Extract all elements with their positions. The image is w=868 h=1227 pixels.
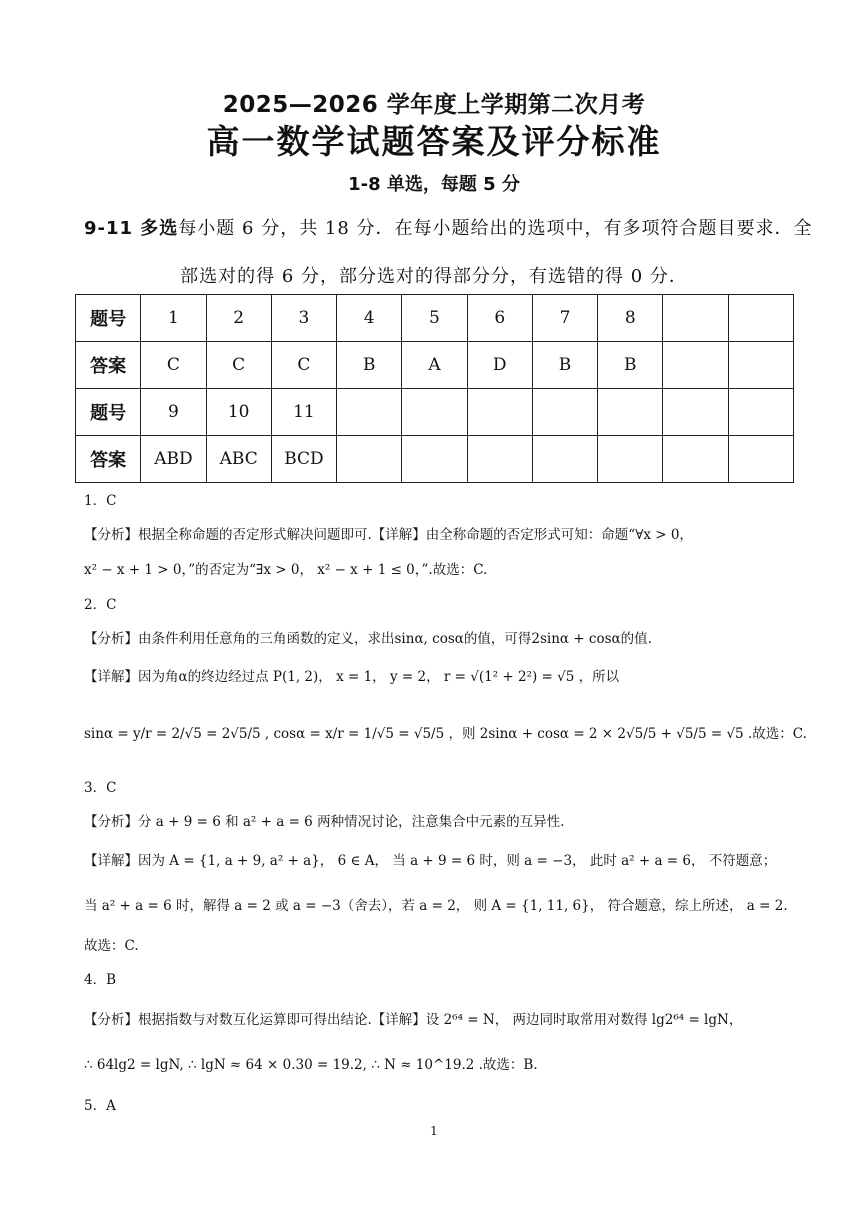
table-cell: [728, 295, 793, 342]
table-row: [76, 295, 794, 342]
table-cell: [663, 295, 728, 342]
q3-detail-cont: 当 a² + a = 6 时，解得 a = 2 或 a = −3（舍去），若 a = 2， 则 A = {1, 11, 6}， 符合题意，综上所述， a = 2.: [84, 898, 788, 914]
table-cell: [598, 436, 663, 483]
table-cell: 5: [402, 295, 467, 342]
table-cell: 9: [141, 389, 206, 436]
q3-analysis: 【分析】分 a + 9 = 6 和 a² + a = 6 两种情况讨论，注意集合中元素的互异性.: [84, 814, 565, 830]
row-label: 答案: [76, 342, 141, 389]
table-cell: BCD: [271, 436, 336, 483]
q5-heading: 5．A: [84, 1098, 116, 1114]
table-cell: [467, 436, 532, 483]
table-cell: C: [271, 342, 336, 389]
multi-choice-lead: 9-11 多选: [84, 218, 179, 239]
table-cell: [663, 436, 728, 483]
multi-choice-rule: 每小题 6 分，共 18 分．在每小题给出的选项中，有多项符合题目要求．全: [178, 218, 813, 239]
table-cell: 8: [598, 295, 663, 342]
exam-title: 2025—2026 学年度上学期第二次月考: [222, 92, 646, 118]
table-cell: 7: [532, 295, 597, 342]
table-cell: [402, 389, 467, 436]
table-cell: [467, 389, 532, 436]
table-cell: C: [141, 342, 206, 389]
page-title: 高一数学试题答案及评分标准: [206, 122, 662, 161]
table-row: [76, 436, 794, 483]
table-cell: [337, 436, 402, 483]
q2-analysis: 【分析】由条件利用任意角的三角函数的定义，求出sinα, cosα的值，可得2sinα + cosα的值.: [84, 631, 652, 647]
table-cell: C: [206, 342, 271, 389]
q2-heading: 2．C: [84, 597, 117, 613]
table-cell: 11: [271, 389, 336, 436]
answer-table: [75, 294, 794, 483]
table-cell: [663, 342, 728, 389]
table-cell: ABD: [141, 436, 206, 483]
table-cell: A: [402, 342, 467, 389]
table-cell: [728, 342, 793, 389]
table-cell: [728, 389, 793, 436]
row-label: 题号: [76, 389, 141, 436]
page-number: 1: [430, 1124, 438, 1138]
q4-detail: ∴ 64lg2 = lgN, ∴ lgN ≈ 64 × 0.30 = 19.2, ∴ N ≈ 10^19.2 .故选：B.: [84, 1057, 538, 1073]
q3-conclusion: 故选：C.: [84, 938, 139, 954]
q2-detail-formula: sinα = y/r = 2/√5 = 2√5/5 , cosα = x/r = 1/√5 = √5/5 ，则 2sinα + cosα = 2 × 2√5/5 + √5/5 = √5 .故选：C.: [84, 726, 807, 742]
multi-choice-instruction: [84, 214, 813, 240]
q1-heading: 1．C: [84, 493, 117, 509]
single-choice-instruction: 1-8 单选，每题 5 分: [348, 174, 520, 195]
row-label: 答案: [76, 436, 141, 483]
table-cell: 4: [337, 295, 402, 342]
table-cell: D: [467, 342, 532, 389]
multi-choice-scoring: 部选对的得 6 分，部分选对的得部分分，有选错的得 0 分．: [180, 266, 688, 287]
table-cell: [532, 436, 597, 483]
table-cell: 2: [206, 295, 271, 342]
q1-detail: x² − x + 1 > 0，”的否定为“∃x > 0， x² − x + 1 ≤ 0，”.故选：C.: [84, 562, 488, 578]
table-cell: [728, 436, 793, 483]
q3-detail: 【详解】因为 A = {1, a + 9, a² + a}， 6 ∈ A， 当 a + 9 = 6 时，则 a = −3， 此时 a² + a = 6， 不符题意；: [84, 853, 777, 869]
row-label: 题号: [76, 295, 141, 342]
q4-heading: 4．B: [84, 972, 117, 988]
table-cell: ABC: [206, 436, 271, 483]
q2-detail: 【详解】因为角α的终边经过点 P(1, 2)， x = 1， y = 2， r = √(1² + 2²) = √5 ，所以: [84, 669, 620, 685]
table-cell: 6: [467, 295, 532, 342]
q3-heading: 3．C: [84, 780, 117, 796]
table-cell: 1: [141, 295, 206, 342]
table-cell: [663, 389, 728, 436]
q4-analysis: 【分析】根据指数与对数互化运算即可得出结论.【详解】设 2⁶⁴ = N， 两边同时取常用对数得 lg2⁶⁴ = lgN，: [84, 1012, 743, 1028]
table-cell: B: [598, 342, 663, 389]
table-cell: [532, 389, 597, 436]
table-cell: [402, 436, 467, 483]
table-cell: [337, 389, 402, 436]
table-row: [76, 389, 794, 436]
table-cell: B: [532, 342, 597, 389]
table-cell: B: [337, 342, 402, 389]
q1-analysis: 【分析】根据全称命题的否定形式解决问题即可.【详解】由全称命题的否定形式可知：命题“∀x > 0，: [84, 527, 693, 543]
table-cell: [598, 389, 663, 436]
table-cell: 10: [206, 389, 271, 436]
table-cell: 3: [271, 295, 336, 342]
table-row: [76, 342, 794, 389]
